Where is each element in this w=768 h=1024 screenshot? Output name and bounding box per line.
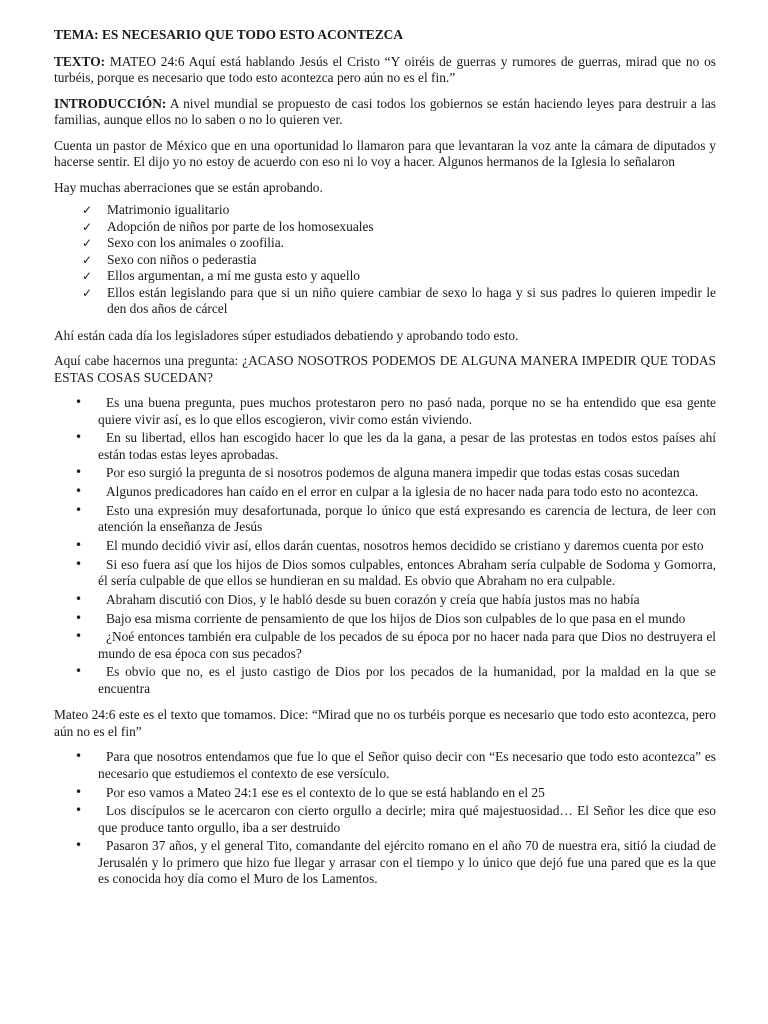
reflexion-bullet-list (54, 395, 716, 697)
bullet-icon: • (75, 610, 83, 625)
list-item: • Esto una expresión muy desafortunada, porque lo único que está expresando es carencia de lectura, de leer con atención la enseñanza de Jesús (75, 502, 716, 535)
list-item: • En su libertad, ellos han escogido hacer lo que les da la gana, a pesar de las protestas en todos estos países ahí están todas estas leyes aprobadas. (75, 430, 716, 462)
bullet-icon: • (75, 803, 83, 818)
texto-paragraph (54, 54, 716, 87)
check-item: ✓ Matrimonio igualitario (82, 202, 230, 217)
intro-label: INTRODUCCIÓN: (54, 95, 167, 111)
list-item: • Si eso fuera así que los hijos de Dios somos culpables, entonces Abraham sería culpable de Sodoma y Gomorra, él sería culpable de que ellos se hundieran en su maldad. Es obvio que Abraham no era culpable. (75, 556, 716, 589)
contexto-bullet-list (54, 749, 716, 888)
check-item: ✓ Ellos argumentan, a mí me gusta esto y aquello (82, 268, 361, 283)
aberraciones-checklist (54, 202, 716, 318)
bullet-icon: • (75, 591, 83, 606)
list-item: • Por eso surgió la pregunta de si nosotros podemos de alguna manera impedir que todas estas cosas sucedan (75, 465, 680, 481)
list-item: • Algunos predicadores han caído en el error en culpar a la iglesia de no hacer nada para todo esto no acontezca. (75, 484, 699, 500)
bullet-icon: • (75, 629, 83, 644)
list-item: • Los discípulos se le acercaron con cierto orgullo a decirle; mira qué majestuosidad… El Señor les dice que eso que produce tanto orgullo, iba a ser destruido (75, 803, 716, 835)
list-item: • El mundo decidió vivir así, ellos darán cuentas, nosotros hemos decidido se cristiano y daremos cuenta por esto (75, 537, 704, 553)
bullet-icon: • (75, 664, 83, 679)
list-item: • Pasaron 37 años, y el general Tito, comandante del ejército romano en el año 70 de nuestra era, sitió la ciudad de Jerusalén y lo primero que hizo fue llegar y arrasar con el tiempo y lo único que dejó fue una pared que es la que es conocida hoy día como el Muro de los Lamentos. (75, 838, 716, 887)
list-item: • Bajo esa misma corriente de pensamiento de que los hijos de Dios son culpables de lo que pasa en el mundo (75, 610, 686, 626)
mateo-paragraph: Mateo 24:6 este es el texto que tomamos. Dice: “Mirad que no os turbéis porque es necesario que todo esto acontezca, pero aún no es el fin” (54, 707, 716, 739)
checkmark-icon: ✓ (82, 203, 93, 217)
pregunta-paragraph: Aquí cabe hacernos una pregunta: ¿ACASO NOSOTROS PODEMOS DE ALGUNA MANERA IMPEDIR QUE TODAS ESTAS COSAS SUCEDAN? (54, 353, 716, 385)
intro-body: A nivel mundial se propuesto de casi todos los gobiernos se están haciendo leyes para destruir a las familias, aunque ellos no lo saben o no lo quieren ver. (54, 95, 717, 127)
list-item: • Por eso vamos a Mateo 24:1 ese es el contexto de lo que se está hablando en el 25 (75, 784, 545, 800)
list-item: • Es obvio que no, es el justo castigo de Dios por los pecados de la humanidad, por la maldad en la que se encuentra (75, 664, 716, 696)
bullet-icon: • (75, 784, 83, 799)
aberraciones-paragraph: Hay muchas aberraciones que se están aprobando. (54, 179, 323, 195)
checkmark-icon: ✓ (82, 285, 93, 300)
list-item: • Abraham discutió con Dios, y le habló desde su buen corazón y creía que había justos mas no había (75, 591, 640, 607)
check-item: ✓ Adopción de niños por parte de los homosexuales (82, 218, 374, 234)
bullet-icon: • (75, 465, 83, 480)
checkmark-icon: ✓ (82, 236, 93, 250)
check-item: ✓ Sexo con los animales o zoofilia. (82, 235, 285, 250)
checkmark-icon: ✓ (82, 269, 93, 283)
texto-label: TEXTO: (54, 53, 106, 69)
texto-body: MATEO 24:6 Aquí está hablando Jesús el Cristo “Y oiréis de guerras y rumores de guerras, mirad que no os turbéis, porque es necesario que todo esto acontezca pero aún no es el fin.” (54, 53, 716, 85)
bullet-icon: • (75, 484, 83, 499)
pastor-paragraph: Cuenta un pastor de México que en una oportunidad lo llamaron para que levantaran la voz ante la cámara de diputados y hacerse sentir. El dijo yo no estoy de acuerdo con eso ni lo voy a hacer. Algunos hermanos de la Iglesia lo señalaron (54, 137, 716, 169)
check-item: ✓ Ellos están legislando para que si un niño quiere cambiar de sexo lo haga y si sus padres lo quieren impedir le den dos años de cárcel (82, 284, 716, 316)
bullet-icon: • (75, 430, 83, 445)
bullet-icon: • (75, 537, 83, 552)
list-item: • ¿Noé entonces también era culpable de los pecados de su época por no hacer nada para que Dios no destruyera el mundo de esa época con sus pecados? (75, 629, 716, 661)
intro-paragraph (54, 96, 716, 129)
list-item: • Es una buena pregunta, pues muchos protestaron pero no pasó nada, porque no se ha entendido que esa gente quiere vivir así, es lo que ellos escogieron, vivir como están viviendo. (75, 395, 716, 427)
bullet-icon: • (75, 395, 83, 409)
checkmark-icon: ✓ (82, 219, 93, 234)
bullet-icon: • (75, 556, 83, 571)
check-item: ✓ Sexo con niños o pederastia (82, 251, 257, 267)
document-title: TEMA: ES NECESARIO QUE TODO ESTO ACONTEZCA (54, 27, 403, 42)
legisladores-paragraph: Ahí están cada día los legisladores súper estudiados debatiendo y aprobando todo esto. (54, 327, 519, 343)
checkmark-icon: ✓ (82, 252, 93, 267)
bullet-icon: • (75, 502, 83, 517)
bullet-icon: • (75, 749, 83, 764)
list-item: • Para que nosotros entendamos que fue lo que el Señor quiso decir con “Es necesario que todo esto acontezca” es necesario que estudiemos el contexto de ese versículo. (75, 749, 716, 781)
bullet-icon: • (75, 838, 83, 853)
